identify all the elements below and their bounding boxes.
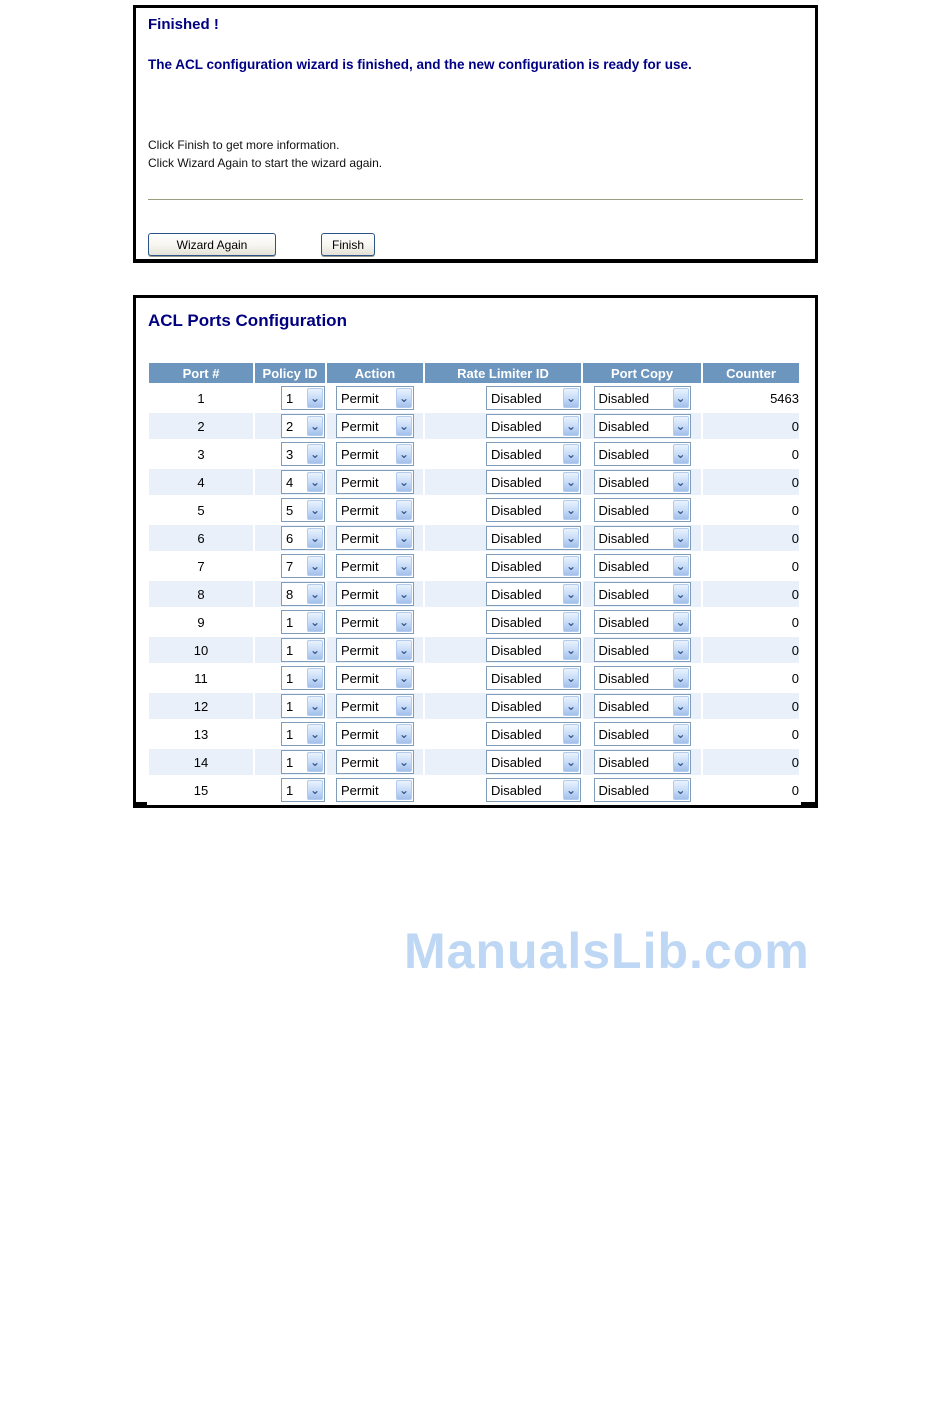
dropdown-arrow-icon: ⌄ (307, 472, 323, 492)
rate-limiter-value: Disabled (491, 754, 542, 770)
action-select[interactable] (336, 694, 414, 718)
counter-value: 5463 (703, 385, 799, 411)
port-number: 6 (149, 525, 253, 551)
action-select[interactable] (336, 554, 414, 578)
dropdown-arrow-icon: ⌄ (563, 640, 579, 660)
rate-limiter-select[interactable] (486, 638, 581, 662)
dropdown-arrow-icon: ⌄ (307, 612, 323, 632)
dropdown-arrow-icon: ⌄ (307, 556, 323, 576)
counter-value: 0 (703, 721, 799, 747)
rate-limiter-value: Disabled (491, 558, 542, 574)
port-number: 7 (149, 553, 253, 579)
divider-line (148, 199, 803, 200)
policy-id-select[interactable] (281, 442, 325, 466)
port-copy-value: Disabled (598, 390, 650, 406)
table-row (149, 413, 799, 439)
rate-limiter-select[interactable] (486, 666, 581, 690)
policy-id-value: 1 (286, 614, 294, 630)
dropdown-arrow-icon: ⌄ (563, 584, 579, 604)
wizard-title: Finished ! (148, 16, 219, 33)
table-header-row (149, 363, 799, 383)
dropdown-arrow-icon: ⌄ (563, 500, 579, 520)
counter-value: 0 (703, 441, 799, 467)
action-select[interactable] (336, 470, 414, 494)
port-copy-select[interactable] (594, 610, 691, 634)
dropdown-arrow-icon: ⌄ (396, 388, 412, 408)
dropdown-arrow-icon: ⌄ (563, 388, 579, 408)
policy-id-select[interactable] (281, 694, 325, 718)
action-value: Permit (341, 726, 379, 742)
dropdown-arrow-icon: ⌄ (673, 444, 689, 464)
dropdown-arrow-icon: ⌄ (396, 472, 412, 492)
rate-limiter-value: Disabled (491, 502, 542, 518)
table-row (149, 637, 799, 663)
dropdown-arrow-icon: ⌄ (307, 696, 323, 716)
wizard-again-button[interactable]: Wizard Again (148, 233, 276, 256)
rate-limiter-select[interactable] (486, 526, 581, 550)
action-select[interactable] (336, 638, 414, 662)
header-port: Port # (149, 363, 253, 383)
port-copy-value: Disabled (598, 558, 650, 574)
action-value: Permit (341, 782, 379, 798)
policy-id-select[interactable] (281, 386, 325, 410)
port-number: 14 (149, 749, 253, 775)
dropdown-arrow-icon: ⌄ (396, 668, 412, 688)
dropdown-arrow-icon: ⌄ (307, 500, 323, 520)
counter-value: 0 (703, 581, 799, 607)
action-select[interactable] (336, 386, 414, 410)
action-select[interactable] (336, 526, 414, 550)
policy-id-value: 1 (286, 390, 294, 406)
policy-id-select[interactable] (281, 610, 325, 634)
policy-id-value: 4 (286, 474, 294, 490)
dropdown-arrow-icon: ⌄ (673, 668, 689, 688)
dropdown-arrow-icon: ⌄ (307, 752, 323, 772)
dropdown-arrow-icon: ⌄ (673, 612, 689, 632)
acl-ports-table (147, 361, 801, 805)
table-row (149, 581, 799, 607)
table-row (149, 609, 799, 635)
port-copy-select[interactable] (594, 442, 691, 466)
port-number: 2 (149, 413, 253, 439)
rate-limiter-value: Disabled (491, 782, 542, 798)
policy-id-select[interactable] (281, 638, 325, 662)
instruction-line-wizard-again: Click Wizard Again to start the wizard again. (148, 156, 383, 170)
dropdown-arrow-icon: ⌄ (563, 556, 579, 576)
action-value: Permit (341, 614, 379, 630)
dropdown-arrow-icon: ⌄ (563, 752, 579, 772)
port-copy-value: Disabled (598, 642, 650, 658)
action-value: Permit (341, 446, 379, 462)
port-copy-select[interactable] (594, 666, 691, 690)
port-copy-value: Disabled (598, 698, 650, 714)
rate-limiter-value: Disabled (491, 586, 542, 602)
dropdown-arrow-icon: ⌄ (673, 528, 689, 548)
dropdown-arrow-icon: ⌄ (563, 724, 579, 744)
wizard-instructions (148, 136, 382, 172)
policy-id-value: 2 (286, 418, 294, 434)
port-copy-select[interactable] (594, 470, 691, 494)
acl-ports-title: ACL Ports Configuration (148, 311, 347, 330)
rate-limiter-value: Disabled (491, 726, 542, 742)
policy-id-value: 8 (286, 586, 294, 602)
policy-id-select[interactable] (281, 722, 325, 746)
dropdown-arrow-icon: ⌄ (673, 724, 689, 744)
policy-id-value: 5 (286, 502, 294, 518)
policy-id-select[interactable] (281, 554, 325, 578)
rate-limiter-select[interactable] (486, 582, 581, 606)
acl-table-body (149, 385, 799, 803)
port-copy-select[interactable] (594, 638, 691, 662)
dropdown-arrow-icon: ⌄ (396, 612, 412, 632)
dropdown-arrow-icon: ⌄ (673, 752, 689, 772)
dropdown-arrow-icon: ⌄ (396, 416, 412, 436)
rate-limiter-value: Disabled (491, 530, 542, 546)
port-copy-value: Disabled (598, 614, 650, 630)
dropdown-arrow-icon: ⌄ (396, 500, 412, 520)
action-value: Permit (341, 642, 379, 658)
rate-limiter-select[interactable] (486, 442, 581, 466)
counter-value: 0 (703, 609, 799, 635)
policy-id-select[interactable] (281, 666, 325, 690)
counter-value: 0 (703, 413, 799, 439)
table-row (149, 749, 799, 775)
rate-limiter-value: Disabled (491, 418, 542, 434)
wizard-message: The ACL configuration wizard is finished, and the new configuration is ready for use. (148, 57, 692, 72)
table-row (149, 441, 799, 467)
dropdown-arrow-icon: ⌄ (673, 696, 689, 716)
action-select[interactable] (336, 582, 414, 606)
action-value: Permit (341, 754, 379, 770)
dropdown-arrow-icon: ⌄ (563, 780, 579, 800)
port-number: 12 (149, 693, 253, 719)
port-copy-value: Disabled (598, 418, 650, 434)
dropdown-arrow-icon: ⌄ (396, 724, 412, 744)
policy-id-select[interactable] (281, 498, 325, 522)
dropdown-arrow-icon: ⌄ (673, 584, 689, 604)
port-copy-select[interactable] (594, 778, 691, 802)
dropdown-arrow-icon: ⌄ (673, 556, 689, 576)
dropdown-arrow-icon: ⌄ (673, 472, 689, 492)
port-copy-select[interactable] (594, 694, 691, 718)
port-number: 15 (149, 777, 253, 803)
action-select[interactable] (336, 750, 414, 774)
counter-value: 0 (703, 553, 799, 579)
port-copy-select[interactable] (594, 386, 691, 410)
port-copy-value: Disabled (598, 726, 650, 742)
port-copy-select[interactable] (594, 554, 691, 578)
counter-value: 0 (703, 749, 799, 775)
action-select[interactable] (336, 442, 414, 466)
action-value: Permit (341, 698, 379, 714)
rate-limiter-value: Disabled (491, 698, 542, 714)
counter-value: 0 (703, 525, 799, 551)
port-copy-value: Disabled (598, 530, 650, 546)
dropdown-arrow-icon: ⌄ (396, 696, 412, 716)
header-counter: Counter (703, 363, 799, 383)
port-number: 13 (149, 721, 253, 747)
instruction-line-finish: Click Finish to get more information. (148, 138, 340, 152)
counter-value: 0 (703, 777, 799, 803)
rate-limiter-value: Disabled (491, 446, 542, 462)
header-policy-id: Policy ID (255, 363, 325, 383)
port-number: 1 (149, 385, 253, 411)
action-value: Permit (341, 390, 379, 406)
table-row (149, 385, 799, 411)
port-copy-select[interactable] (594, 722, 691, 746)
rate-limiter-select[interactable] (486, 610, 581, 634)
action-value: Permit (341, 586, 379, 602)
port-number: 10 (149, 637, 253, 663)
rate-limiter-select[interactable] (486, 470, 581, 494)
dropdown-arrow-icon: ⌄ (396, 780, 412, 800)
dropdown-arrow-icon: ⌄ (307, 444, 323, 464)
dropdown-arrow-icon: ⌄ (396, 528, 412, 548)
dropdown-arrow-icon: ⌄ (307, 584, 323, 604)
port-copy-value: Disabled (598, 502, 650, 518)
rate-limiter-value: Disabled (491, 614, 542, 630)
action-select[interactable] (336, 722, 414, 746)
policy-id-select[interactable] (281, 582, 325, 606)
rate-limiter-select[interactable] (486, 778, 581, 802)
policy-id-value: 6 (286, 530, 294, 546)
table-row (149, 777, 799, 803)
dropdown-arrow-icon: ⌄ (673, 388, 689, 408)
dropdown-arrow-icon: ⌄ (396, 584, 412, 604)
dropdown-arrow-icon: ⌄ (563, 612, 579, 632)
finish-button[interactable]: Finish (321, 233, 375, 256)
wizard-finished-panel (133, 5, 818, 263)
dropdown-arrow-icon: ⌄ (307, 416, 323, 436)
rate-limiter-value: Disabled (491, 670, 542, 686)
port-copy-value: Disabled (598, 782, 650, 798)
table-row (149, 665, 799, 691)
dropdown-arrow-icon: ⌄ (673, 416, 689, 436)
action-value: Permit (341, 474, 379, 490)
counter-value: 0 (703, 497, 799, 523)
counter-value: 0 (703, 637, 799, 663)
policy-id-select[interactable] (281, 526, 325, 550)
port-copy-value: Disabled (598, 754, 650, 770)
dropdown-arrow-icon: ⌄ (307, 640, 323, 660)
table-row (149, 721, 799, 747)
header-port-copy: Port Copy (583, 363, 701, 383)
policy-id-value: 1 (286, 642, 294, 658)
policy-id-value: 1 (286, 754, 294, 770)
header-action: Action (327, 363, 423, 383)
port-copy-select[interactable] (594, 582, 691, 606)
policy-id-value: 1 (286, 670, 294, 686)
table-row (149, 525, 799, 551)
port-copy-select[interactable] (594, 526, 691, 550)
dropdown-arrow-icon: ⌄ (673, 640, 689, 660)
rate-limiter-value: Disabled (491, 642, 542, 658)
rate-limiter-value: Disabled (491, 474, 542, 490)
policy-id-select[interactable] (281, 778, 325, 802)
dropdown-arrow-icon: ⌄ (563, 444, 579, 464)
port-copy-value: Disabled (598, 474, 650, 490)
dropdown-arrow-icon: ⌄ (396, 752, 412, 772)
action-select[interactable] (336, 778, 414, 802)
dropdown-arrow-icon: ⌄ (307, 388, 323, 408)
header-rate-limiter: Rate Limiter ID (425, 363, 581, 383)
policy-id-select[interactable] (281, 470, 325, 494)
port-number: 8 (149, 581, 253, 607)
dropdown-arrow-icon: ⌄ (307, 528, 323, 548)
dropdown-arrow-icon: ⌄ (563, 528, 579, 548)
counter-value: 0 (703, 469, 799, 495)
dropdown-arrow-icon: ⌄ (396, 640, 412, 660)
policy-id-value: 7 (286, 558, 294, 574)
action-value: Permit (341, 670, 379, 686)
policy-id-select[interactable] (281, 750, 325, 774)
dropdown-arrow-icon: ⌄ (673, 500, 689, 520)
port-copy-value: Disabled (598, 670, 650, 686)
dropdown-arrow-icon: ⌄ (396, 444, 412, 464)
port-number: 9 (149, 609, 253, 635)
port-copy-value: Disabled (598, 446, 650, 462)
dropdown-arrow-icon: ⌄ (307, 780, 323, 800)
port-copy-value: Disabled (598, 586, 650, 602)
dropdown-arrow-icon: ⌄ (307, 668, 323, 688)
table-row (149, 553, 799, 579)
counter-value: 0 (703, 665, 799, 691)
action-value: Permit (341, 418, 379, 434)
action-value: Permit (341, 502, 379, 518)
port-copy-select[interactable] (594, 414, 691, 438)
rate-limiter-select[interactable] (486, 498, 581, 522)
port-copy-select[interactable] (594, 750, 691, 774)
dropdown-arrow-icon: ⌄ (673, 780, 689, 800)
action-select[interactable] (336, 414, 414, 438)
rate-limiter-value: Disabled (491, 390, 542, 406)
policy-id-value: 1 (286, 782, 294, 798)
action-select[interactable] (336, 498, 414, 522)
port-number: 3 (149, 441, 253, 467)
dropdown-arrow-icon: ⌄ (563, 416, 579, 436)
port-number: 11 (149, 665, 253, 691)
table-row (149, 693, 799, 719)
dropdown-arrow-icon: ⌄ (563, 696, 579, 716)
rate-limiter-select[interactable] (486, 554, 581, 578)
counter-value: 0 (703, 693, 799, 719)
policy-id-value: 1 (286, 726, 294, 742)
action-value: Permit (341, 530, 379, 546)
dropdown-arrow-icon: ⌄ (396, 556, 412, 576)
table-row (149, 497, 799, 523)
rate-limiter-select[interactable] (486, 414, 581, 438)
action-value: Permit (341, 558, 379, 574)
policy-id-select[interactable] (281, 414, 325, 438)
port-copy-select[interactable] (594, 498, 691, 522)
policy-id-value: 1 (286, 698, 294, 714)
dropdown-arrow-icon: ⌄ (307, 724, 323, 744)
rate-limiter-select[interactable] (486, 750, 581, 774)
table-row (149, 469, 799, 495)
dropdown-arrow-icon: ⌄ (563, 472, 579, 492)
action-select[interactable] (336, 666, 414, 690)
port-number: 5 (149, 497, 253, 523)
dropdown-arrow-icon: ⌄ (563, 668, 579, 688)
rate-limiter-select[interactable] (486, 386, 581, 410)
policy-id-value: 3 (286, 446, 294, 462)
manualslib-watermark: ManualsLib.com (404, 923, 810, 979)
rate-limiter-select[interactable] (486, 722, 581, 746)
acl-ports-panel (133, 295, 818, 979)
port-number: 4 (149, 469, 253, 495)
rate-limiter-select[interactable] (486, 694, 581, 718)
action-select[interactable] (336, 610, 414, 634)
